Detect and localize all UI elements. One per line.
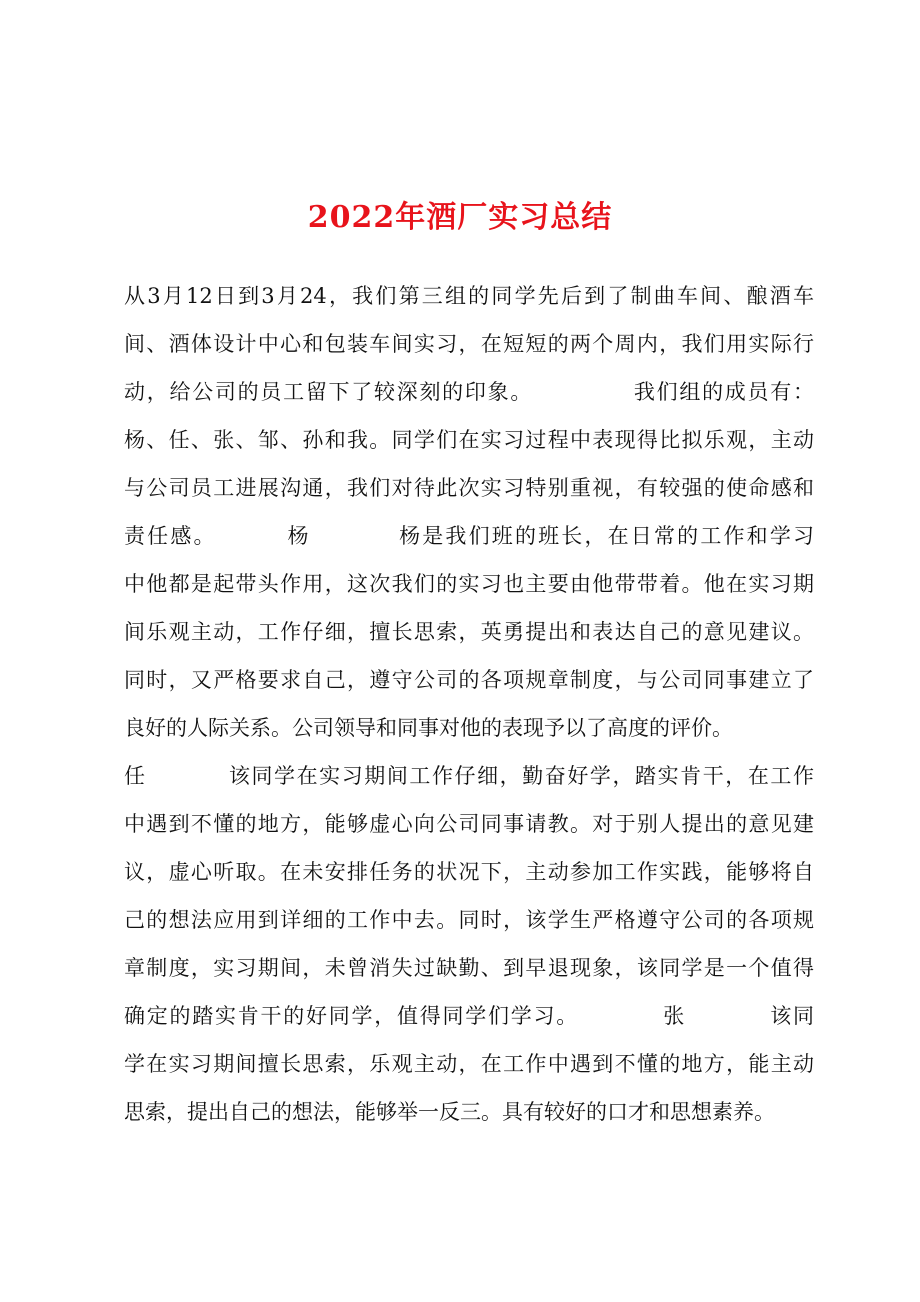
body-line: 与公司员工进展沟通，我们对待此次实习特别重视，有较强的使命感和 (124, 476, 814, 500)
document-body (124, 272, 814, 1136)
body-line: 间、酒体设计中心和包装车间实习，在短短的两个周内，我们用实际行 (124, 332, 814, 356)
body-line: 间乐观主动，工作仔细，擅长思索，英勇提出和表达自己的意见建议。 (124, 620, 814, 644)
body-line: 章制度，实习期间，未曾消失过缺勤、到早退现象，该同学是一个值得 (124, 956, 814, 980)
body-line: 己的想法应用到详细的工作中去。同时，该学生严格遵守公司的各项规 (124, 908, 814, 932)
body-line: 从3月12日到3月24，我们第三组的同学先后到了制曲车间、酿酒车 (124, 284, 814, 308)
body-line: 责任感。 杨 杨是我们班的班长，在日常的工作和学习 (124, 524, 814, 548)
body-line: 中他都是起带头作用，这次我们的实习也主要由他带带着。他在实习期 (124, 572, 814, 596)
body-line: 学在实习期间擅长思索，乐观主动，在工作中遇到不懂的地方，能主动 (124, 1052, 814, 1076)
document-title: 2022年酒厂实习总结 (307, 200, 613, 235)
body-line: 思索，提出自己的想法，能够举一反三。具有较好的口才和思想素养。 (124, 1100, 775, 1124)
body-line: 中遇到不懂的地方，能够虚心向公司同事请教。对于别人提出的意见建 (124, 812, 814, 836)
body-line: 同时，又严格要求自己，遵守公司的各项规章制度，与公司同事建立了 (124, 668, 814, 692)
body-line: 确定的踏实肯干的好同学，值得同学们学习。 张 该同 (124, 1004, 814, 1028)
body-line: 议，虚心听取。在未安排任务的状况下，主动参加工作实践，能够将自 (124, 860, 814, 884)
body-line: 良好的人际关系。公司领导和同事对他的表现予以了高度的评价。 (124, 716, 733, 740)
body-line: 动，给公司的员工留下了较深刻的印象。 我们组的成员有： (124, 380, 814, 404)
body-line: 杨、任、张、邹、孙和我。同学们在实习过程中表现得比拟乐观，主动 (124, 428, 814, 452)
body-line: 任 该同学在实习期间工作仔细，勤奋好学，踏实肯干，在工作 (124, 764, 814, 788)
